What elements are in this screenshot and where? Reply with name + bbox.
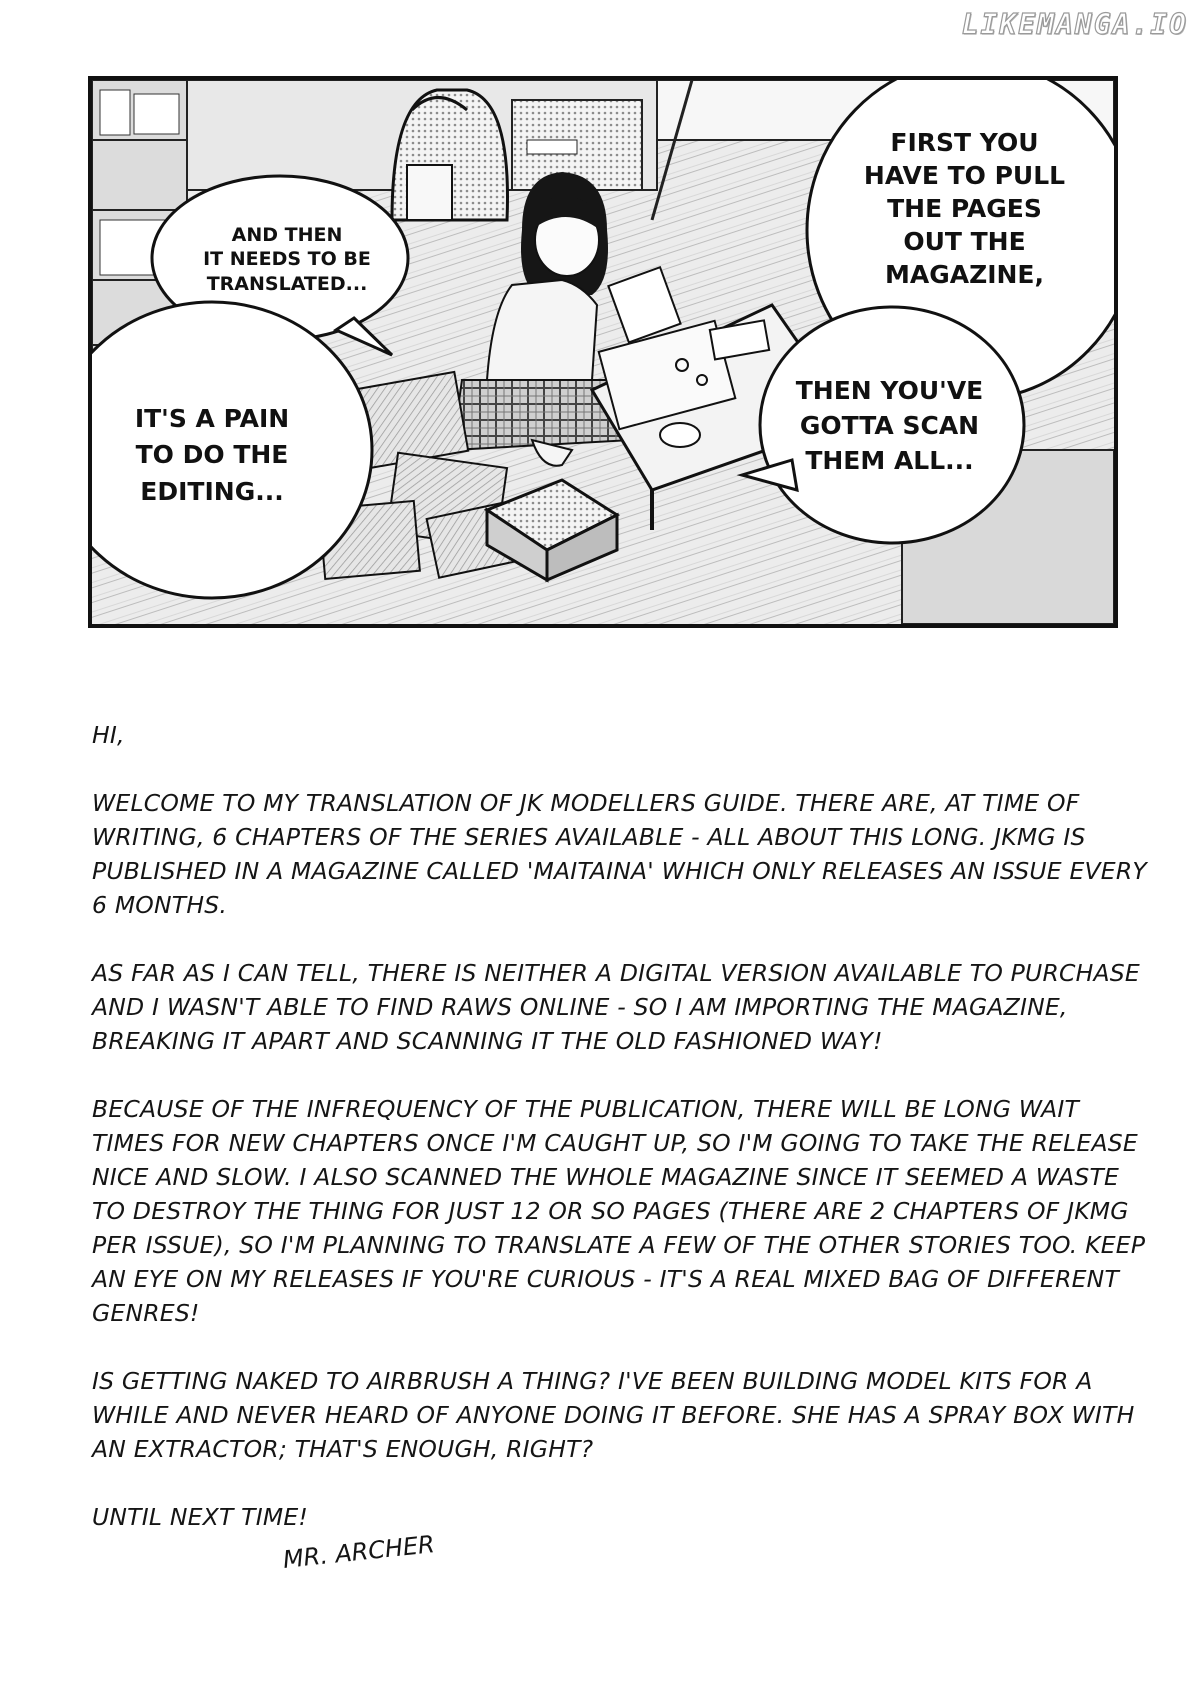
bubble-line: AND THEN — [231, 224, 343, 246]
letter-greeting: HI, — [92, 721, 125, 749]
bubble-line: MAGAZINE, — [884, 260, 1045, 289]
letter-closing: UNTIL NEXT TIME! — [92, 1503, 309, 1531]
speech-bubble-scan — [782, 373, 997, 478]
bubble-line: HAVE TO PULL — [863, 161, 1066, 190]
speech-bubble-editing — [112, 401, 312, 510]
bubble-line: GOTTA SCAN — [799, 411, 980, 440]
site-watermark: LIKEMANGA.IO — [961, 8, 1188, 41]
speech-bubble-translated — [192, 223, 382, 296]
bubble-line: IT'S A PAIN — [134, 404, 290, 433]
letter-signature: MR. ARCHER — [281, 1530, 437, 1574]
bubble-line: THEM ALL... — [805, 446, 974, 475]
bubble-line: TO DO THE — [135, 440, 289, 470]
translator-note — [92, 718, 1152, 1568]
bubble-line: OUT THE — [903, 227, 1026, 256]
bubble-line: FIRST YOU — [890, 128, 1039, 157]
letter-paragraph: AS FAR AS I CAN TELL, THERE IS NEITHER A DIGITAL VERSION AVAILABLE TO PURCHASE AND I WASN'T ABLE TO FIND RAWS ONLINE - SO I AM IMPORTING THE MAGAZINE, BREAKING IT APART AND SCANNING IT THE OLD FASHIONED WAY! — [92, 959, 1140, 1055]
letter-paragraph: IS GETTING NAKED TO AIRBRUSH A THING? I'VE BEEN BUILDING MODEL KITS FOR A WHILE AND NEVER HEARD OF ANYONE DOING IT BEFORE. SHE HAS A SPRAY BOX WITH AN EXTRACTOR; THAT'S ENOUGH, RIGHT? — [92, 1367, 1135, 1463]
bubble-line: TRANSLATED... — [206, 272, 368, 295]
letter-paragraph: BECAUSE OF THE INFREQUENCY OF THE PUBLICATION, THERE WILL BE LONG WAIT TIMES FOR NEW CHAPTERS ONCE I'M CAUGHT UP, SO I'M GOING TO TAKE THE RELEASE NICE AND SLOW. I ALSO SCANNED THE WHOLE MAGAZINE SINCE IT SEEMED A WASTE TO DESTROY THE THING FOR JUST 12 OR SO PAGES (THERE ARE 2 CHAPTERS OF JKMG PER ISSUE), SO I'M PLANNING TO TRANSLATE A FEW OF THE OTHER STORIES TOO. KEEP AN EYE ON MY RELEASES IF YOU'RE CURIOUS - IT'S A REAL MIXED BAG OF DIFFERENT GENRES! — [92, 1095, 1146, 1327]
bubble-line: THE PAGES — [887, 194, 1042, 223]
manga-panel — [88, 76, 1118, 628]
letter-paragraph: WELCOME TO MY TRANSLATION OF JK MODELLERS GUIDE. THERE ARE, AT TIME OF WRITING, 6 CHAPTERS OF THE SERIES AVAILABLE - ALL ABOUT THIS LONG. JKMG IS PUBLISHED IN A MAGAZINE CALLED 'MAITAINA' WHICH ONLY RELEASES AN ISSUE EVERY 6 MONTHS. — [92, 789, 1147, 919]
bubble-line: EDITING... — [140, 476, 284, 506]
bubble-line: IT NEEDS TO BE — [203, 248, 371, 271]
bubble-line: THEN YOU'VE — [795, 376, 984, 405]
speech-bubble-pull-pages — [852, 126, 1077, 291]
